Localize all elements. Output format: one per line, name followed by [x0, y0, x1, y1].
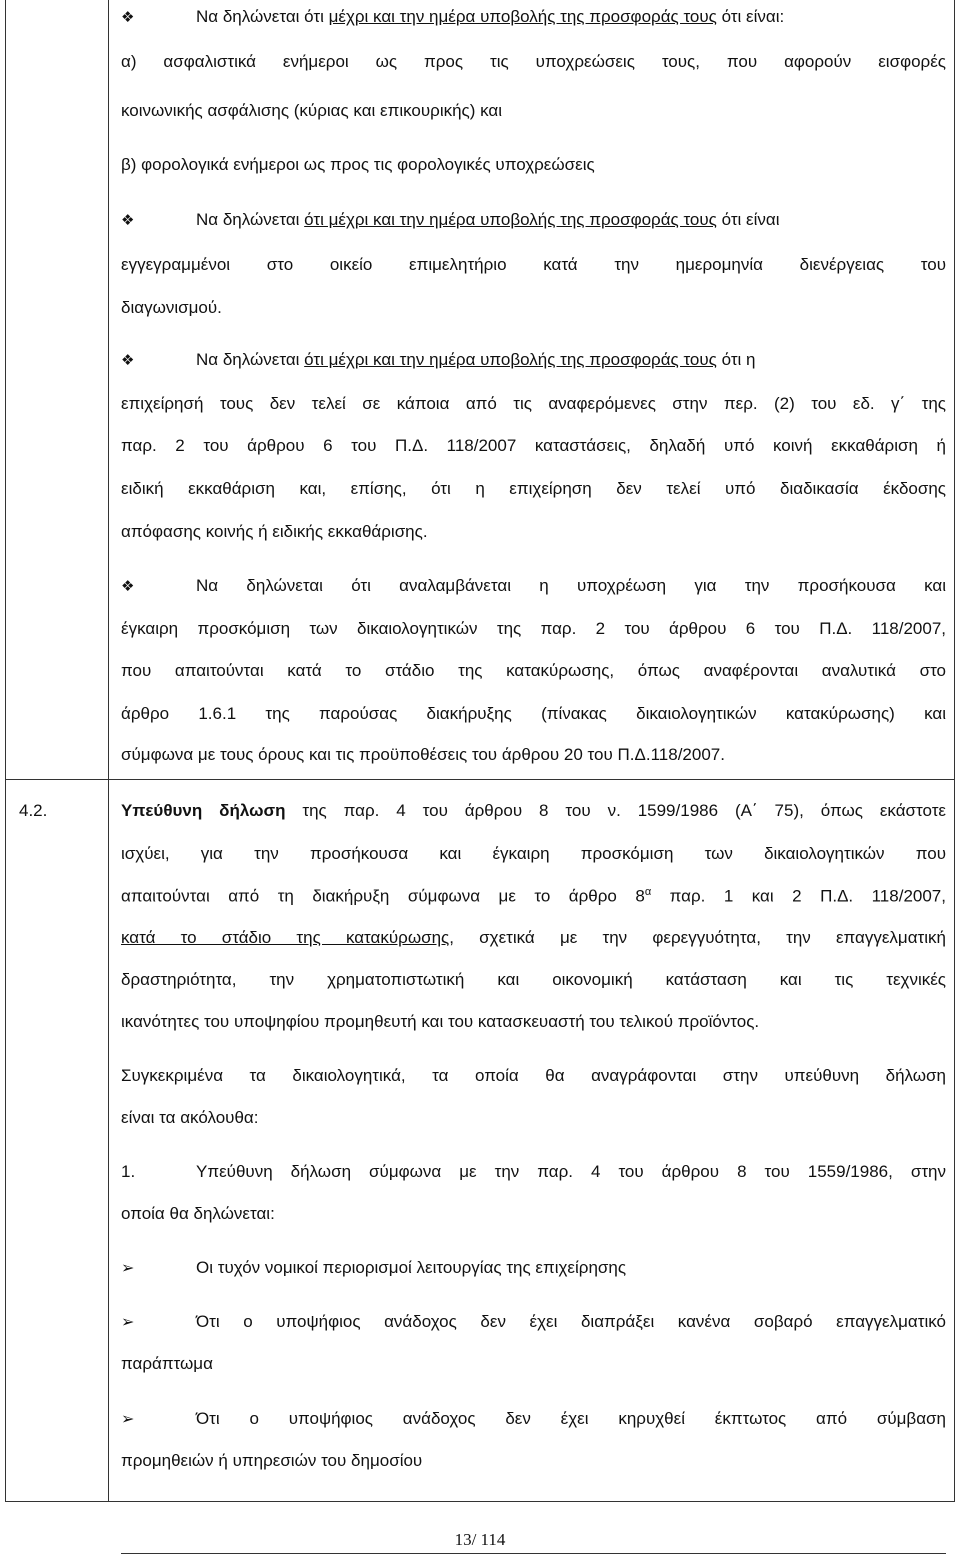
bullet1-line1: Να δηλώνεται ότι μέχρι και την ημέρα υποβολής της προσφοράς τους ότι είναι:	[196, 7, 785, 26]
bullet3-line5: απόφασης κοινής ή ειδικής εκκαθάρισης.	[121, 522, 428, 541]
section-b-line2: ισχύει, για την προσήκουσα και έγκαιρη προσκόμιση των δικαιολογητικών που	[121, 844, 946, 863]
item1-line1: Υπεύθυνη δήλωση σύμφωνα με την παρ. 4 του άρθρου 8 του 1559/1986, στην	[196, 1162, 946, 1181]
bullet3-line2: επιχείρησή τους δεν τελεί σε κάποια από τις αναφερόμενες στην περ. (2) του εδ. γ΄ της	[121, 394, 946, 413]
diamond-bullet-icon: ❖	[121, 578, 135, 595]
section-b-line5: δραστηριότητα, την χρηματοπιστωτική και οικονομική κατάσταση και τις τεχνικές	[121, 970, 946, 989]
bullet4-line1: Να δηλώνεται ότι αναλαμβάνεται η υποχρέωση για την προσήκουσα και	[196, 576, 946, 595]
page-number: 13/ 114	[454, 1530, 506, 1549]
diamond-bullet-icon: ❖	[121, 352, 135, 369]
section-a	[121, 0, 946, 779]
section-b	[121, 779, 946, 1502]
para-a-line2: κοινωνικής ασφάλισης (κύριας και επικουρικής) και	[121, 101, 503, 120]
footer-rule	[121, 1553, 946, 1554]
item1-number: 1.	[121, 1162, 136, 1181]
bullet2-line3: διαγωνισμού.	[121, 298, 222, 317]
bullet4-line4: άρθρο 1.6.1 της παρούσας διακήρυξης (πίνακας δικαιολογητικών κατακύρωσης) και	[121, 704, 946, 723]
arrow-bullet-icon: ➢	[121, 1411, 135, 1428]
bullet3-line3: παρ. 2 του άρθρου 6 του Π.Δ. 118/2007 καταστάσεις, δηλαδή υπό κοινή εκκαθάριση ή	[121, 436, 946, 455]
section-b-line3: απαιτούνται από τη διακήρυξη σύμφωνα με το άρθρο $8^\alpha$ παρ. 1 και 2 Π.Δ. 118/2007,	[121, 886, 946, 906]
diamond-bullet-icon: ❖	[121, 9, 135, 26]
section-number: 4.2.	[19, 801, 48, 820]
bullet2-line1: Να δηλώνεται ότι μέχρι και την ημέρα υποβολής της προσφοράς τους ότι είναι	[196, 210, 780, 229]
bullet2-line2: εγγεγραμμένοι στο οικείο επιμελητήριο κατά την ημερομηνία διενέργειας του	[121, 255, 946, 274]
bullet4-line3: που απαιτούνται κατά το στάδιο της κατακύρωσης, όπως αναφέρονται αναλυτικά στο	[121, 661, 946, 680]
arrow-item2-line1: Ότι ο υποψήφιος ανάδοχος δεν έχει διαπράξει κανένα σοβαρό επαγγελματικό	[196, 1312, 946, 1331]
section-b-line6: ικανότητες του υποψηφίου προμηθευτή και του κατασκευαστή του τελικού προϊόντος.	[121, 1012, 760, 1031]
arrow-item3-line1: Ότι ο υποψήφιος ανάδοχος δεν έχει κηρυχθεί έκπτωτος από σύμβαση	[196, 1409, 946, 1428]
arrow-item1: Οι τυχόν νομικοί περιορισμοί λειτουργίας της επιχείρησης	[196, 1258, 627, 1277]
item1-line2: οποία θα δηλώνεται:	[121, 1204, 275, 1223]
para-a-line1: α) ασφαλιστικά ενήμεροι ως προς τις υποχρεώσεις τους, που αφορούν εισφορές	[121, 52, 946, 71]
diamond-bullet-icon: ❖	[121, 212, 135, 229]
bullet4-line5: σύμφωνα με τους όρους και τις προϋποθέσεις του άρθρου 20 του Π.Δ.118/2007.	[121, 745, 725, 764]
section-b-p2-line2: είναι τα ακόλουθα:	[121, 1108, 259, 1127]
arrow-item2-line2: παράπτωμα	[121, 1354, 213, 1373]
arrow-bullet-icon: ➢	[121, 1260, 135, 1277]
section-b-p2-line1: Συγκεκριμένα τα δικαιολογητικά, τα οποία θα αναγράφονται στην υπεύθυνη δήλωση	[121, 1066, 946, 1085]
para-b-line: β) φορολογικά ενήμεροι ως προς τις φορολογικές υποχρεώσεις	[121, 155, 595, 174]
bullet3-line1: Να δηλώνεται ότι μέχρι και την ημέρα υποβολής της προσφοράς τους ότι η	[196, 350, 756, 369]
arrow-bullet-icon: ➢	[121, 1314, 135, 1331]
arrow-item3-line2: προμηθειών ή υπηρεσιών του δημοσίου	[121, 1451, 423, 1470]
bullet3-line4: ειδική εκκαθάριση και, επίσης, ότι η επιχείρηση δεν τελεί υπό διαδικασία έκδοσης	[121, 479, 946, 498]
section-b-line1: Υπεύθυνη δήλωση της παρ. 4 του άρθρου 8 του ν. 1599/1986 (Α΄ 75), όπως εκάστοτε	[121, 801, 946, 820]
table-column-divider	[108, 0, 109, 1502]
bullet4-line2: έγκαιρη προσκόμιση των δικαιολογητικών της παρ. 2 του άρθρου 6 του Π.Δ. 118/2007,	[121, 619, 946, 638]
section-b-line4: κατά το στάδιο της κατακύρωσης, σχετικά με την φερεγγυότητα, την επαγγελματική	[121, 928, 946, 947]
